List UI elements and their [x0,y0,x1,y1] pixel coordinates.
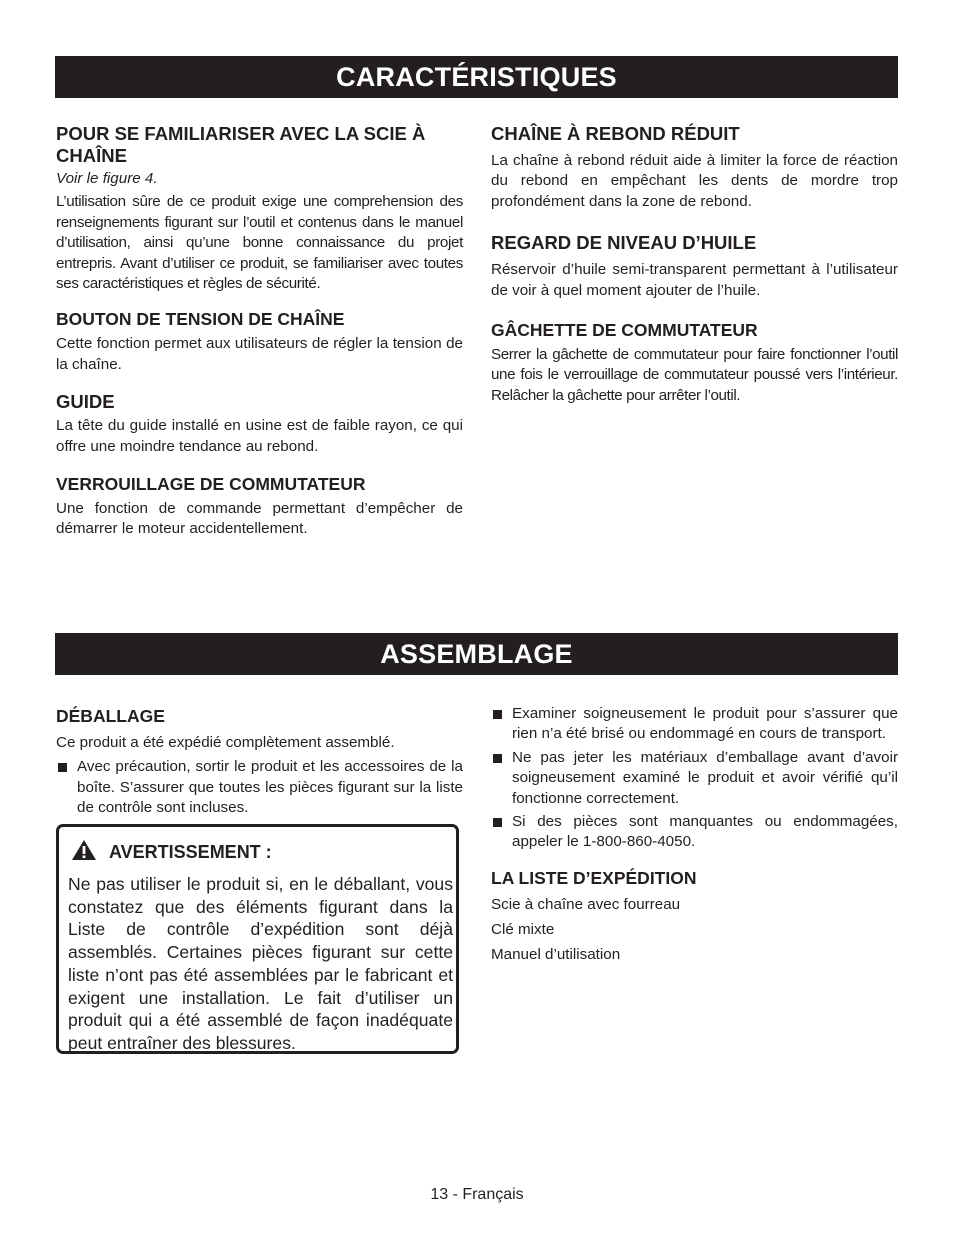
deballage-intro: Ce produit a été expédié complètement assemblé. [56,734,395,751]
features-right-column [491,123,898,422]
shipping-list [491,892,898,967]
section-title: GÂCHETTE DE COMMUTATEUR [491,320,758,341]
section-verrouillage [56,473,463,540]
section-title: POUR SE FAMILIARISER AVEC LA SCIE À CHAÎNE [56,123,426,166]
list-item-text: Avec précaution, sortir le produit et les accessoires de la boîte. S’assurer que toutes les pièces figurant sur la liste de contrôle sont incluses. [77,758,463,817]
deballage-section [56,705,463,821]
deballage-title: DÉBALLAGE [56,706,165,726]
list-item-text: Si des pièces sont manquantes ou endommagées, appeler le 1-800-860-4050. [512,813,898,851]
section-familiariser [56,123,463,294]
square-bullet-icon [493,818,502,827]
list-item-text: Ne pas jeter les matériaux d’emballage avant d’avoir soigneusement examiné le produit et avoir vérifié qu’il fonctionne correctement. [512,748,898,807]
section-guide [56,391,463,457]
section-text: Une fonction de commande permettant d’empêcher de démarrer le moteur accidentellement. [56,500,463,538]
section-title: BOUTON DE TENSION DE CHAÎNE [56,309,345,330]
section-title: REGARD DE NIVEAU D’HUILE [491,232,757,254]
section-text: La tête du guide installé en usine est de faible rayon, ce qui offre une moindre tendance au rebond. [56,417,463,455]
warning-box [56,824,459,1054]
shipping-list-item: Scie à chaîne avec fourreau [491,895,681,913]
shipping-list-item: Clé mixte [491,920,555,938]
list-item [491,748,898,809]
warning-text: Ne pas utiliser le produit si, en le déballant, vous constatez que des éléments figurant dans la Liste de contrôle d’expédition sont déjà assemblés. Certaines pièces figurant sur cette liste n’ont pas été assemblées par le fabricant et exigent une installation. Le fait d’utiliser un produit qui a été assemblé de façon inadéquate peut entraîner des blessures. [68,874,453,1053]
shipping-list-item: Manuel d’utilisation [491,945,621,963]
features-left-column [56,123,463,556]
warning-triangle-icon [71,839,97,866]
section-chaine-rebond [491,123,898,212]
assemblage-banner: ASSEMBLAGE [55,633,898,675]
section-text: Serrer la gâchette de commutateur pour faire fonctionner l’outil une fois le verrouillage de commutateur poussé vers l’intérieur. Relâcher la gâchette pour arrêter l’outil. [491,346,898,404]
section-bouton-tension [56,308,463,375]
warning-header [71,841,272,863]
caracteristiques-banner: CARACTÉRISTIQUES [55,56,898,98]
square-bullet-icon [493,710,502,719]
list-item [56,757,463,818]
list-item-text: Examiner soigneusement le produit pour s’assurer que rien n’a été brisé ou endommagé en cours de transport. [512,705,898,743]
list-item [491,812,898,853]
section-gachette [491,319,898,406]
inspection-bullet-list [491,704,898,853]
warning-title: AVERTISSEMENT : [109,841,272,862]
square-bullet-icon [493,754,502,763]
section-title: GUIDE [56,391,115,413]
page-number: 13 - Français [430,1186,524,1203]
section-title: CHAÎNE À REBOND RÉDUIT [491,123,740,144]
section-regard-huile [491,232,898,301]
section-text: Cette fonction permet aux utilisateurs de régler la tension de la chaîne. [56,335,463,373]
square-bullet-icon [58,763,67,772]
section-text: Réservoir d’huile semi-transparent permettant à l’utilisateur de voir à quel moment ajouter de l’huile. [491,261,898,299]
shipping-list-title: LA LISTE D’EXPÉDITION [491,867,697,888]
deballage-bullet-list [56,757,463,818]
section-text: L’utilisation sûre de ce produit exige une comprehension des renseignements figurant sur l’outil et contenus dans le manuel d’utilisation, ainsi qu’une bonne connaissance du projet entrepris. Avant d’utiliser ce produit, se familiariser avec toutes ses caractéristiques et règles de sécurité. [56,193,463,293]
figure-reference: Voir le figure 4. [56,170,158,187]
list-item [491,704,898,745]
section-text: La chaîne à rebond réduit aide à limiter la force de réaction du rebond en empêchant les dents de mordre trop profondément dans la zone de rebond. [491,152,898,210]
assembly-right-column [491,704,898,967]
section-title: VERROUILLAGE DE COMMUTATEUR [56,474,366,495]
